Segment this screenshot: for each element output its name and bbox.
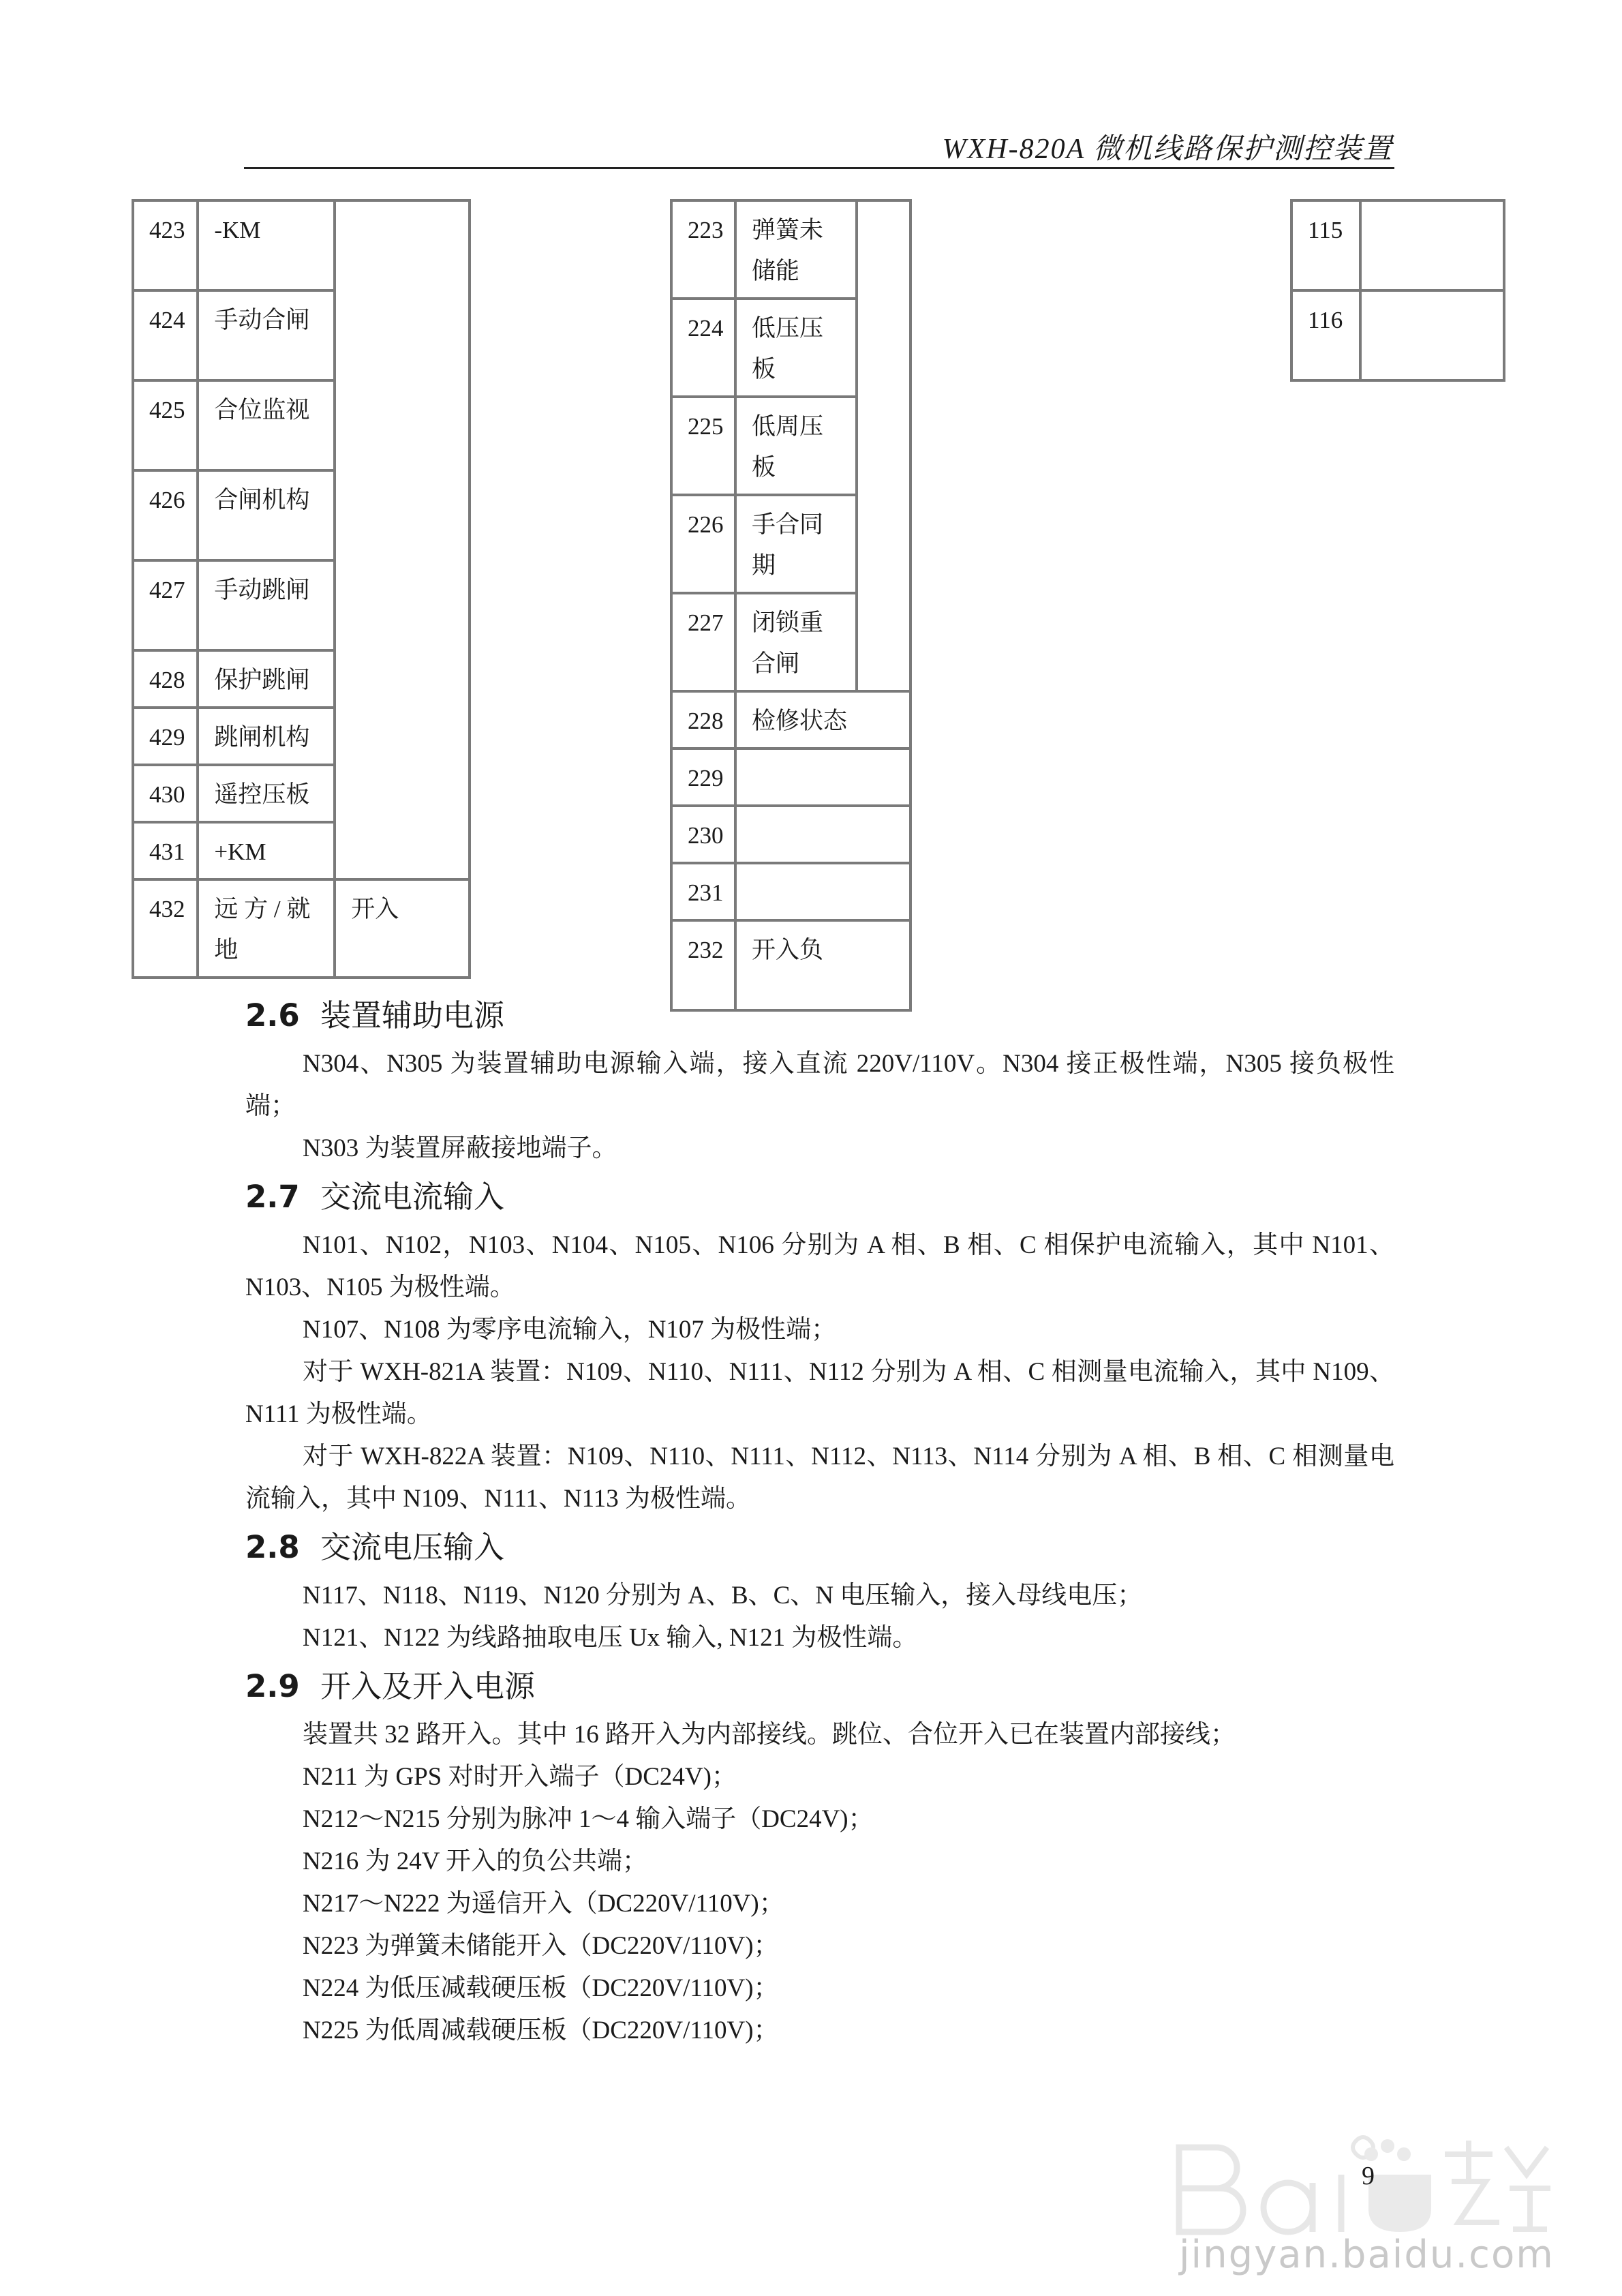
table-cell-label: +KM [198,822,335,879]
table-cell-label: 手动跳闸 [198,560,335,650]
section-2-7 [245,1170,1394,1520]
section-title: 交流电流输入 [320,1179,505,1215]
table-cell-label: 低压压板 [735,299,857,397]
table-cell-label: 低周压板 [735,397,857,495]
paragraph: N224 为低压减载硬压板（DC220V/110V)； [303,1974,779,2002]
header-title: WXH-820A 微机线路保护测控装置 [942,134,1393,165]
paragraph: N225 为低周减载硬压板（DC220V/110V)； [303,2016,779,2044]
table-cell-merged [857,200,911,691]
table-cell-merged [335,200,470,879]
table-cell-num: 432 [133,879,198,978]
table-cell-num: 225 [671,397,735,495]
section-title: 交流电压输入 [320,1529,505,1565]
document-body [245,988,1394,2052]
paragraph: 对于 WXH-821A 装置：N109、N110、N111、N112 分别为 A 相、C 相测量电流输入，其中 N109、N111 为极性端。 [245,1358,1394,1428]
terminal-table-right [1290,199,1505,382]
table-cell-num: 229 [671,749,735,806]
table-cell-label: 手合同期 [735,495,857,593]
section-number: 2.8 [245,1529,300,1565]
table-cell-label [735,863,911,920]
table-cell-num: 228 [671,691,735,749]
terminal-table-left [132,199,471,979]
table-cell-label: -KM [198,200,335,290]
table-cell-num: 424 [133,290,198,380]
paragraph: 对于 WXH-822A 装置：N109、N110、N111、N112、N113、N114 分别为 A 相、B 相、C 相测量电流输入，其中 N109、N111、N113 为极性端。 [245,1442,1394,1513]
table-cell-label: 闭锁重合闸 [735,593,857,691]
terminal-table-middle [670,199,912,1012]
table-cell-extra: 开入 [335,879,470,978]
section-2-6 [245,988,1394,1170]
table-cell-label: 开入负 [735,920,911,1010]
table-cell-num: 115 [1291,200,1360,290]
table-cell-num: 426 [133,470,198,560]
paragraph: N101、N102，N103、N104、N105、N106 分别为 A 相、B 相、C 相保护电流输入，其中 N101、N103、N105 为极性端。 [245,1231,1394,1301]
table-cell-label: 合闸机构 [198,470,335,560]
table-cell-num: 428 [133,650,198,708]
table-cell-num: 116 [1291,290,1360,380]
table-cell-num: 431 [133,822,198,879]
table-cell-label: 检修状态 [735,691,911,749]
paragraph: N216 为 24V 开入的负公共端； [303,1847,648,1875]
section-number: 2.6 [245,997,300,1033]
section-number: 2.7 [245,1179,300,1215]
table-cell-label: 遥控压板 [198,765,335,822]
table-cell-label [735,806,911,863]
section-heading [245,1520,1394,1575]
table-cell-num: 226 [671,495,735,593]
section-heading [245,1659,1394,1714]
header-divider [244,167,1394,169]
table-cell-num: 427 [133,560,198,650]
table-cell-label: 跳闸机构 [198,708,335,765]
page-number: 9 [1362,2162,1375,2190]
table-cell-num: 223 [671,200,735,299]
paragraph: N223 为弹簧未储能开入（DC220V/110V)； [303,1932,779,1960]
paragraph: 装置共 32 路开入。其中 16 路开入为内部接线。跳位、合位开入已在装置内部接线； [303,1721,1236,1749]
paragraph: N117、N118、N119、N120 分别为 A、B、C、N 电压输入，接入母线电压； [303,1582,1143,1610]
table-cell-label: 手动合闸 [198,290,335,380]
table-cell-num: 425 [133,380,198,470]
table-cell-label [1360,200,1504,290]
section-number: 2.9 [245,1668,300,1704]
table-cell-label [1360,290,1504,380]
section-2-8 [245,1520,1394,1659]
watermark-url: jingyan.baidu.com [1179,2233,1555,2277]
table-cell-num: 224 [671,299,735,397]
table-cell-label: 远 方 / 就 地 [198,879,335,978]
section-heading [245,1170,1394,1224]
paragraph: N217～N222 为遥信开入（DC220V/110V)； [303,1890,784,1918]
table-cell-num: 429 [133,708,198,765]
section-heading [245,988,1394,1043]
section-title: 装置辅助电源 [320,997,505,1033]
paragraph: N304、N305 为装置辅助电源输入端，接入直流 220V/110V。N304 接正极性端，N305 接负极性端； [245,1050,1394,1120]
table-cell-label: 弹簧未储能 [735,200,857,299]
paragraph: N107、N108 为零序电流输入，N107 为极性端； [303,1316,837,1344]
paragraph: N211 为 GPS 对时开入端子（DC24V)； [303,1763,737,1791]
table-cell-num: 232 [671,920,735,1010]
table-cell-num: 231 [671,863,735,920]
table-cell-label: 保护跳闸 [198,650,335,708]
table-cell-num: 423 [133,200,198,290]
table-cell-num: 230 [671,806,735,863]
section-title: 开入及开入电源 [320,1668,536,1704]
paragraph: N303 为装置屏蔽接地端子。 [303,1134,617,1162]
table-cell-num: 227 [671,593,735,691]
paragraph: N121、N122 为线路抽取电压 Ux 输入, N121 为极性端。 [303,1624,918,1652]
section-2-9 [245,1659,1394,2052]
table-cell-num: 430 [133,765,198,822]
paragraph: N212～N215 分别为脉冲 1～4 输入端子（DC24V)； [303,1805,874,1833]
table-cell-label: 合位监视 [198,380,335,470]
table-cell-label [735,749,911,806]
